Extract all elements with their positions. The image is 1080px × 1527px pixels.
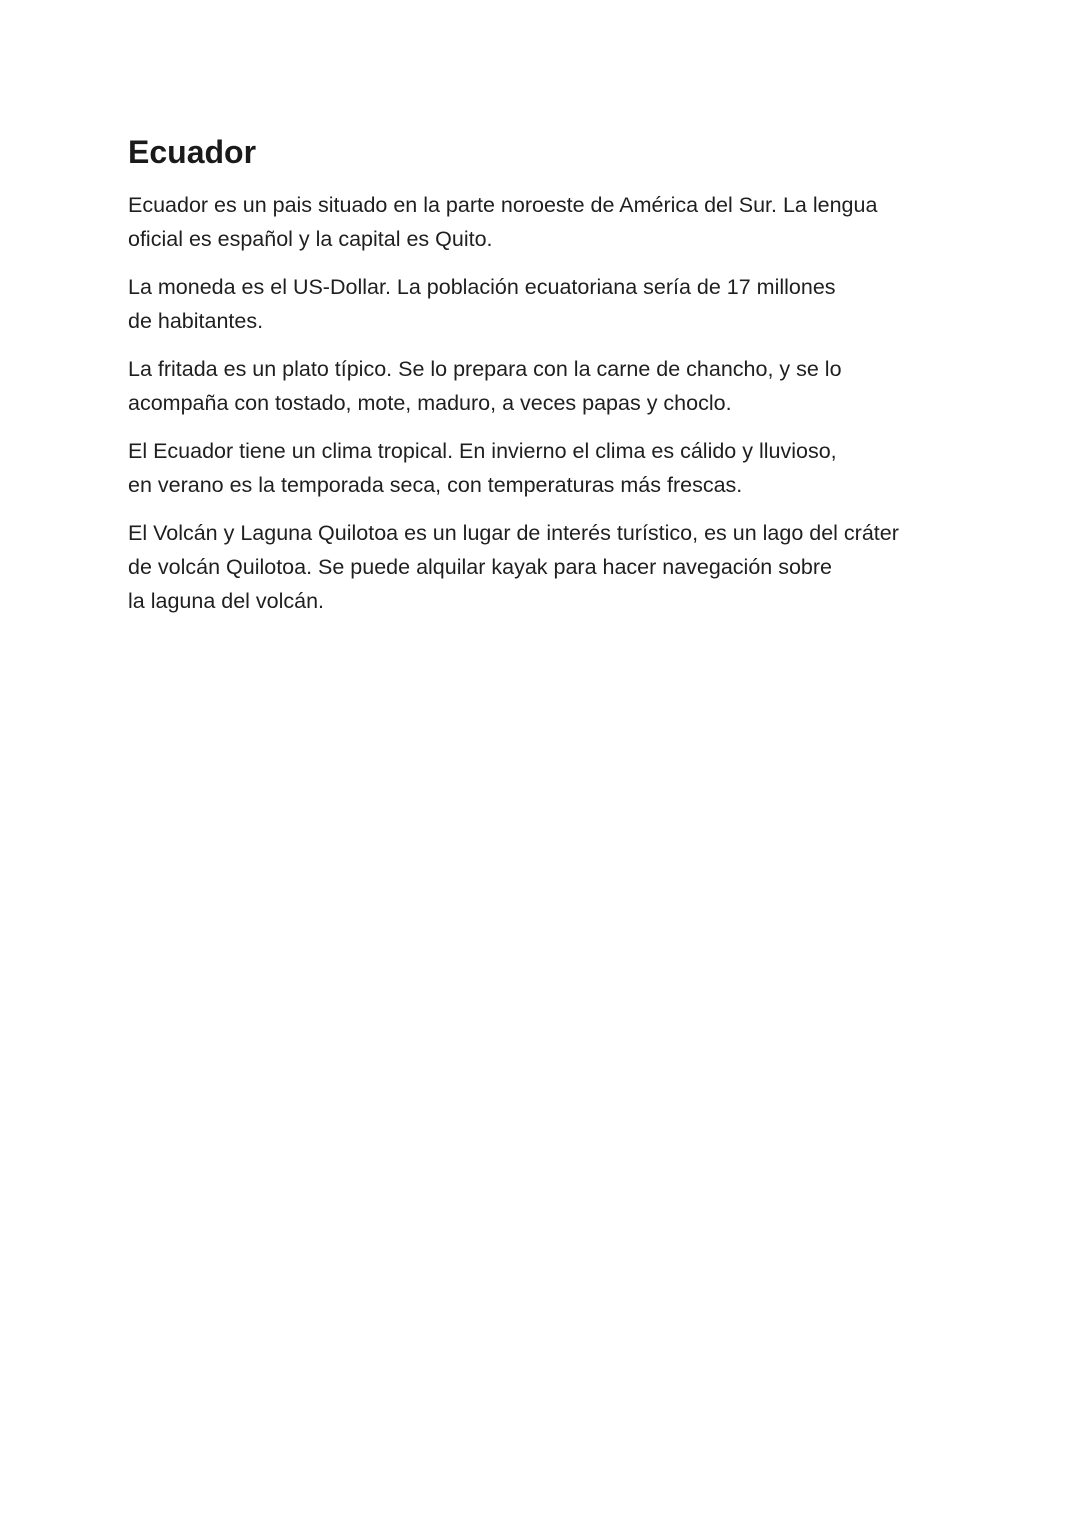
paragraph-currency xyxy=(128,270,968,338)
text-line: acompaña con tostado, mote, maduro, a veces papas y choclo. xyxy=(128,391,732,415)
text-line: de habitantes. xyxy=(128,309,264,333)
paragraph-tourism xyxy=(128,516,968,618)
text-line: La fritada es un plato típico. Se lo prepara con la carne de chancho, y se lo xyxy=(128,357,842,381)
page-title: Ecuador xyxy=(128,134,257,170)
text-line: El Volcán y Laguna Quilotoa es un lugar de interés turístico, es un lago del cráter xyxy=(128,521,899,545)
text-line: de volcán Quilotoa. Se puede alquilar kayak para hacer navegación sobre xyxy=(128,555,832,579)
text-line: la laguna del volcán. xyxy=(128,589,325,613)
paragraph-climate xyxy=(128,434,968,502)
paragraph-country xyxy=(128,188,968,256)
paragraph-food xyxy=(128,352,968,420)
text-line: oficial es español y la capital es Quito. xyxy=(128,227,493,251)
document-body xyxy=(128,128,968,632)
text-line: en verano es la temporada seca, con temperaturas más frescas. xyxy=(128,473,743,497)
text-line: Ecuador es un pais situado en la parte noroeste de América del Sur. La lengua xyxy=(128,193,878,217)
text-line: La moneda es el US-Dollar. La población ecuatoriana sería de 17 millones xyxy=(128,275,836,299)
text-line: El Ecuador tiene un clima tropical. En invierno el clima es cálido y lluvioso, xyxy=(128,439,837,463)
